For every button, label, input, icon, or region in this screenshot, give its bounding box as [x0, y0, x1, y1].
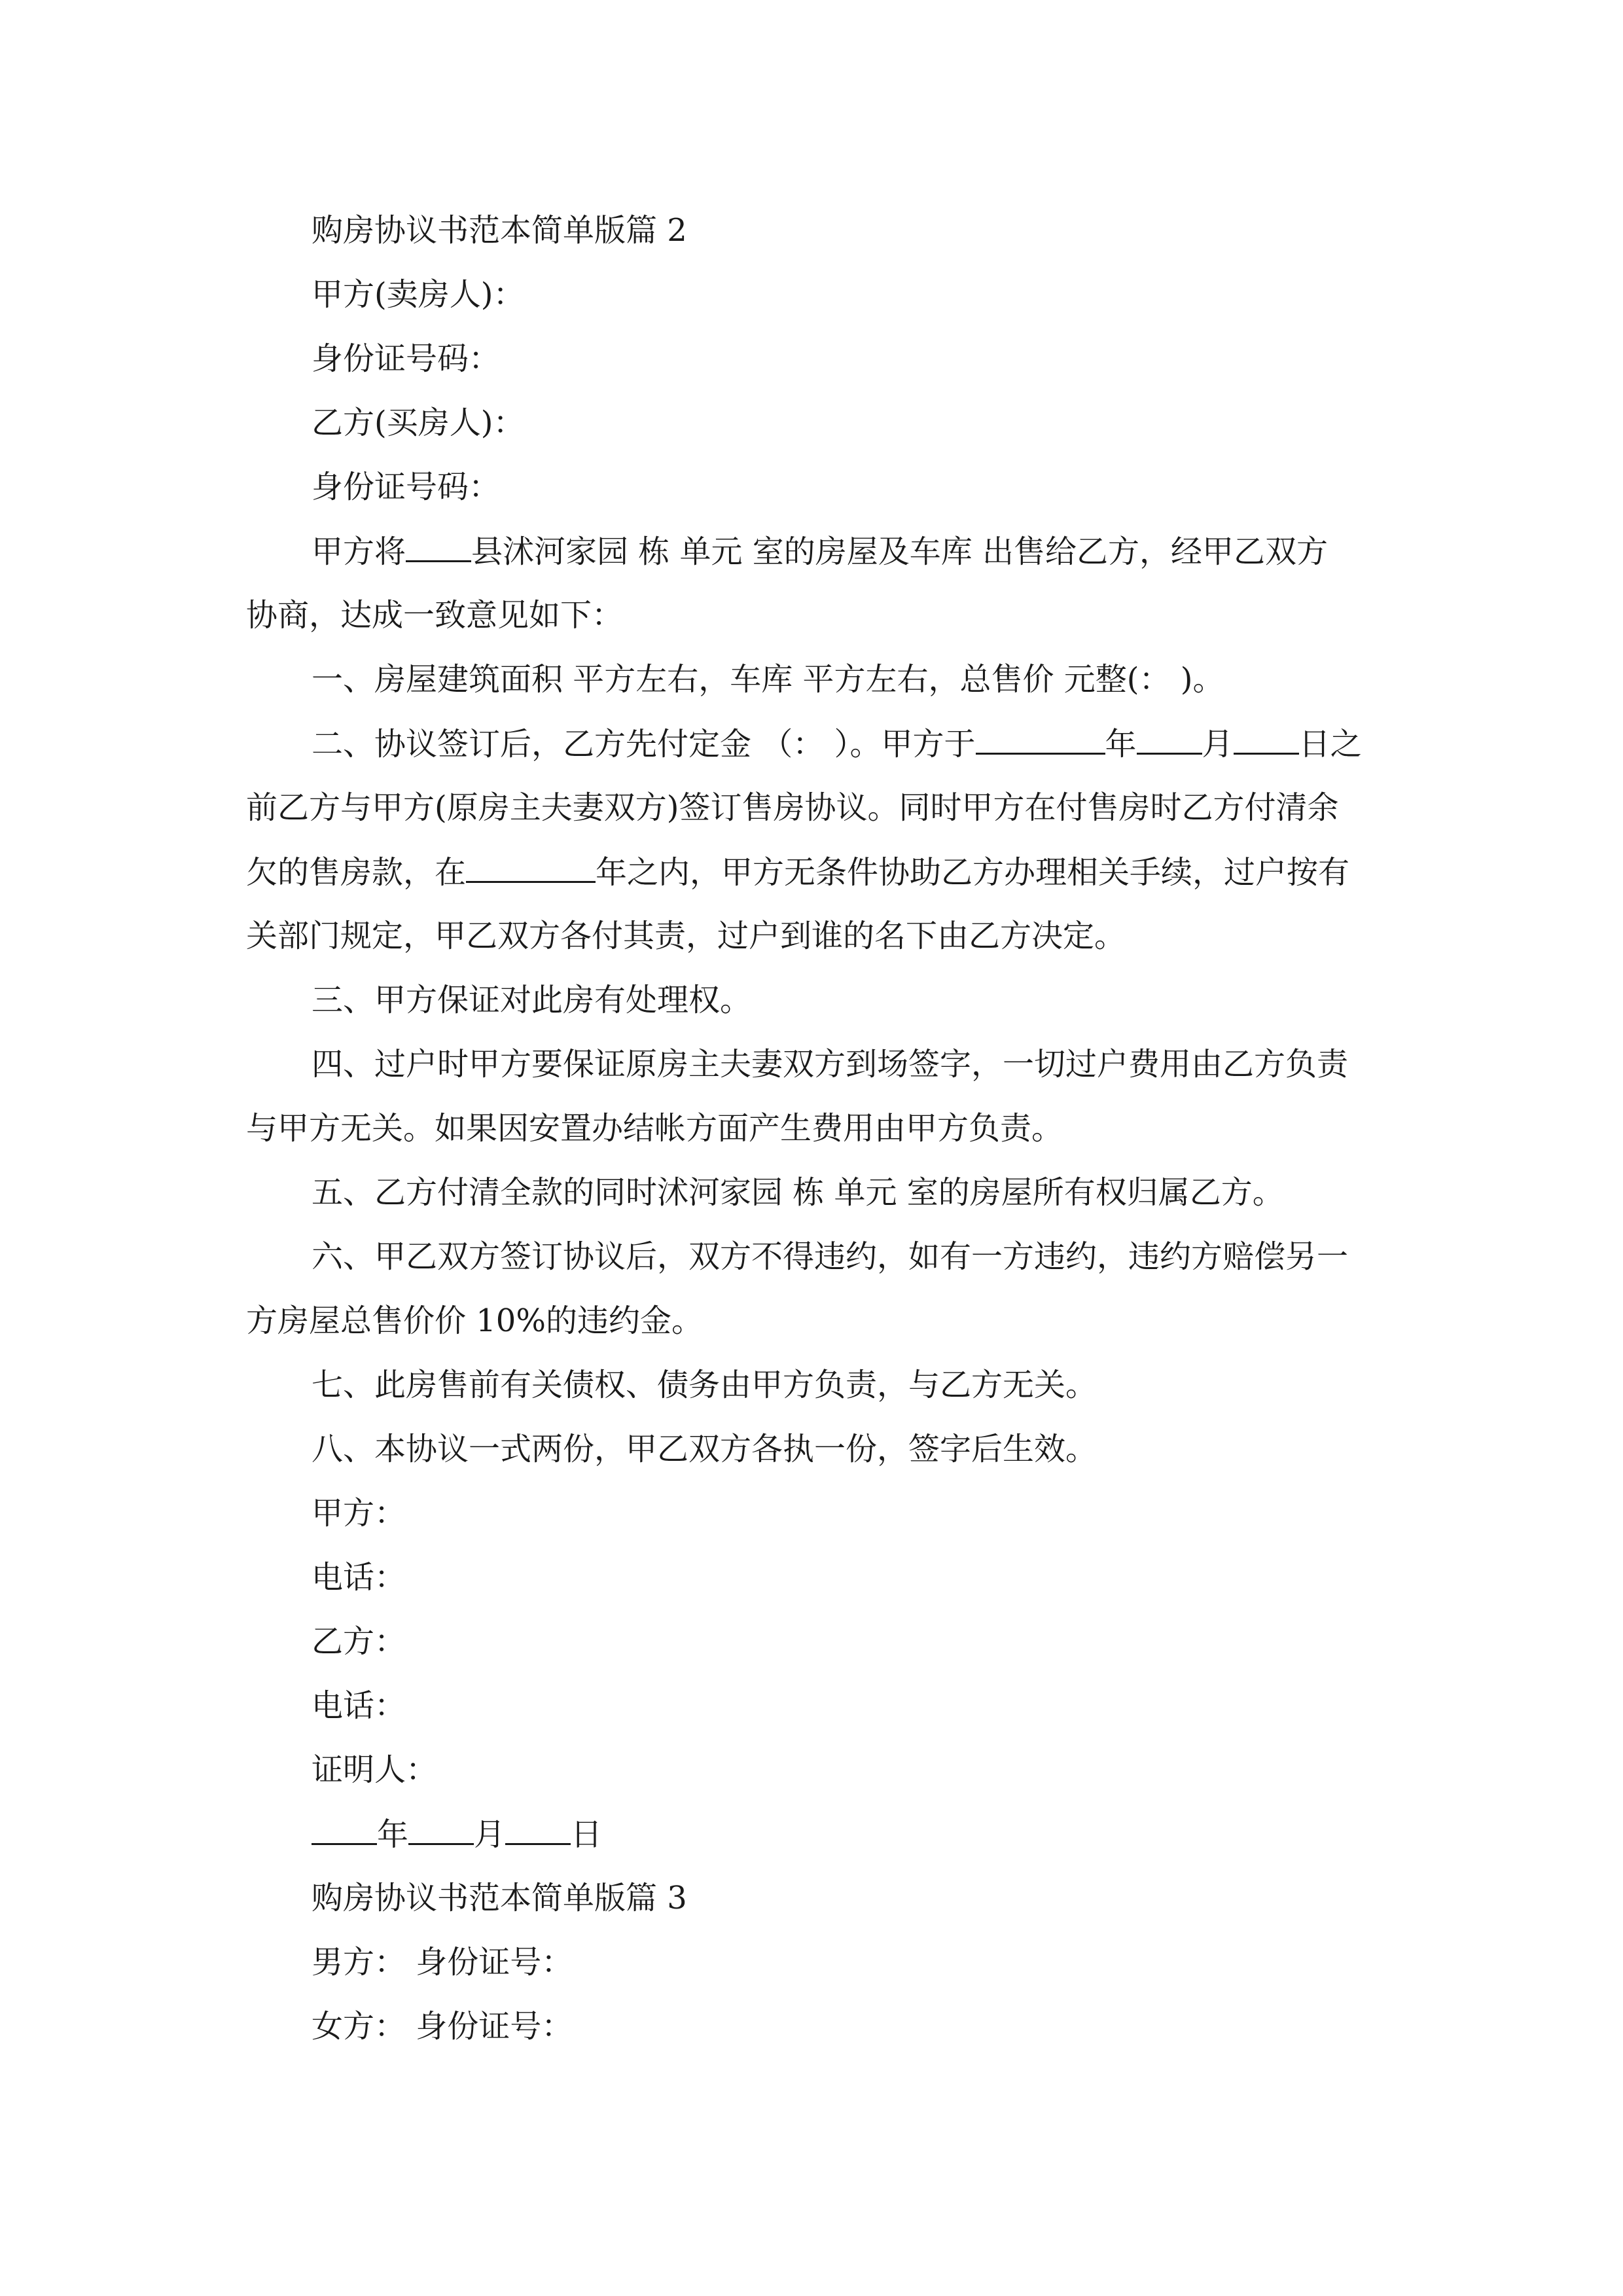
- id-number-a-label: 身份证号码：: [312, 340, 501, 377]
- date-month-label: 月: [474, 1816, 506, 1853]
- clause-3: 三、甲方保证对此房有处理权。: [312, 982, 752, 1018]
- clause-2-line-3-end: 年之内，甲方无条件协助乙方办理相关手续，过户按有: [596, 854, 1350, 891]
- blank-line: [1137, 724, 1202, 755]
- clause-2-line-4: 关部门规定，甲乙双方各付其责，过户到谁的名下由乙方决定。: [246, 918, 1126, 954]
- signature-party-a: 甲方：: [312, 1495, 406, 1532]
- clause-2-line-3-start: 欠的售房款，在: [246, 854, 467, 891]
- clause-6-line-2: 方房屋总售价价 10%的违约金。: [246, 1302, 703, 1339]
- blank-line: [408, 1814, 474, 1845]
- blank-line: [466, 852, 596, 883]
- clause-8: 八、本协议一式两份，甲乙双方各执一份，签字后生效。: [312, 1431, 1097, 1467]
- clause-2-line-3: [246, 852, 1349, 891]
- signature-party-b: 乙方：: [312, 1623, 406, 1660]
- date-day-label: 日: [571, 1816, 603, 1853]
- signature-date: [312, 1814, 602, 1854]
- blank-line: [406, 531, 471, 562]
- signature-phone-b: 电话：: [312, 1687, 406, 1724]
- blank-line: [1234, 724, 1299, 755]
- blank-line: [976, 724, 1105, 755]
- month-label: 月: [1202, 726, 1234, 762]
- clause-2-text: 二、协议签订后，乙方先付定金 （： ）。甲方于: [312, 726, 976, 762]
- clause-7: 七、此房售前有关债权、债务由甲方负责，与乙方无关。: [312, 1367, 1097, 1403]
- male-party-line: 男方： 身份证号：: [312, 1944, 573, 1981]
- intro-text-end: 县沭河家园 栋 单元 室的房屋及车库 出售给乙方，经甲乙双方: [471, 533, 1329, 570]
- clause-2-line-2: 前乙方与甲方(原房主夫妻双方)签订售房协议。同时甲方在付售房时乙方付清余: [246, 789, 1339, 826]
- clause-5: 五、乙方付清全款的同时沭河家园 栋 单元 室的房屋所有权归属乙方。: [312, 1174, 1284, 1211]
- signature-witness: 证明人：: [312, 1751, 438, 1788]
- female-party-line: 女方： 身份证号：: [312, 2008, 573, 2045]
- clause-1: 一、房屋建筑面积 平方左右，车库 平方左右，总售价 元整(： )。: [312, 661, 1224, 698]
- intro-line-1: [312, 531, 1328, 571]
- party-b-buyer-label: 乙方(买房人)：: [312, 404, 525, 441]
- clause-6-line-1: 六、甲乙双方签订协议后，双方不得违约，如有一方违约，违约方赔偿另一: [312, 1238, 1349, 1275]
- year-label: 年: [1105, 726, 1137, 762]
- date-year-label: 年: [377, 1816, 409, 1853]
- intro-text-start: 甲方将: [312, 533, 406, 570]
- blank-line: [312, 1814, 377, 1845]
- intro-line-2: 协商，达成一致意见如下：: [246, 597, 624, 634]
- section-title: 购房协议书范本简单版篇 3: [312, 1880, 687, 1916]
- clause-4-line-2: 与甲方无关。如果因安置办结帐方面产生费用由甲方负责。: [246, 1110, 1063, 1147]
- party-a-seller-label: 甲方(卖房人)：: [312, 276, 525, 313]
- section-title: 购房协议书范本简单版篇 2: [312, 212, 687, 249]
- day-label: 日之: [1298, 726, 1362, 762]
- clause-4-line-1: 四、过户时甲方要保证原房主夫妻双方到场签字，一切过户费用由乙方负责: [312, 1046, 1349, 1083]
- signature-phone-a: 电话：: [312, 1559, 406, 1596]
- blank-line: [505, 1814, 571, 1845]
- id-number-b-label: 身份证号码：: [312, 469, 501, 505]
- clause-2-line-1: [312, 724, 1362, 763]
